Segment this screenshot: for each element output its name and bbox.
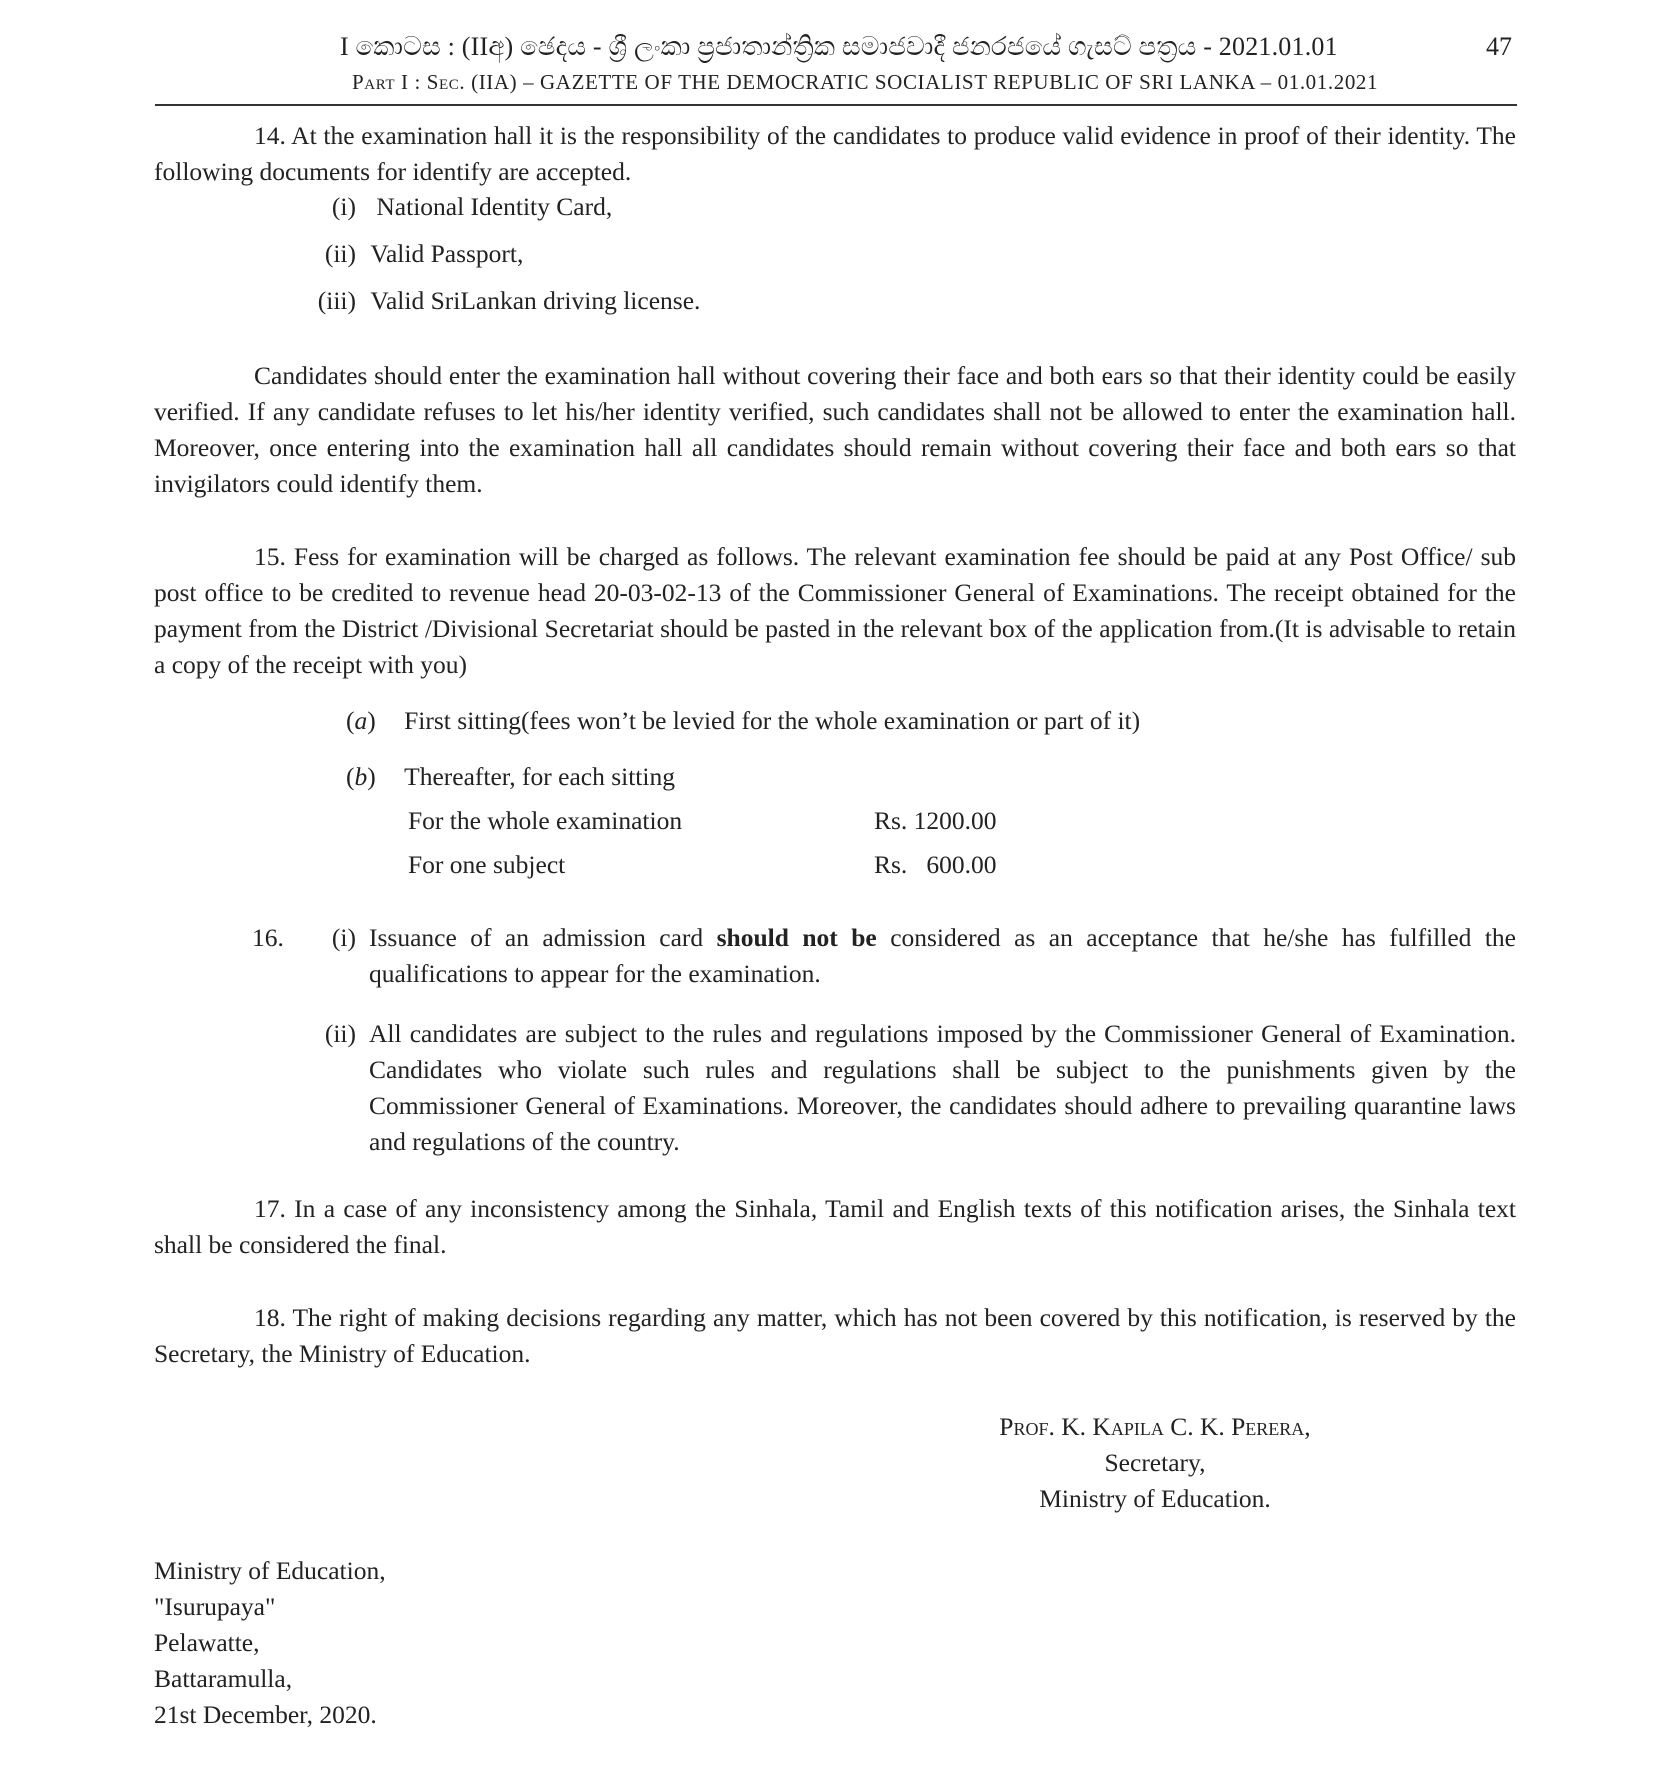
fee-label: For the whole examination <box>408 806 683 835</box>
item-text: National Identity Card, <box>376 192 613 221</box>
section-18-paragraph <box>154 1300 1516 1372</box>
section-18-text: 18. The right of making decisions regarding any matter, which has not been covered by this notification, is reserved by the Secretary, the Ministry of Education. <box>154 1303 1516 1368</box>
fee-row <box>408 803 997 839</box>
address-block <box>154 1553 386 1733</box>
address-line: Ministry of Education, <box>154 1556 386 1585</box>
section-15-item-b <box>346 759 675 795</box>
header-divider <box>155 104 1517 106</box>
signature-block <box>990 1409 1320 1517</box>
address-line: "Isurupaya" <box>154 1592 276 1621</box>
section-14-paragraph <box>154 118 1516 190</box>
fee-amount: Rs. 600.00 <box>874 850 997 879</box>
item-text: Thereafter, for each sitting <box>404 762 675 791</box>
section-14-item-ii <box>300 236 523 272</box>
section-16-number: 16. <box>252 923 284 952</box>
item-text: First sitting(fees won’t be levied for the whole examination or part of it) <box>404 706 1141 735</box>
header-english-line: Part I : Sec. (IIA) – GAZETTE OF THE DEMOCRATIC SOCIALIST REPUBLIC OF SRI LANKA – 01.01.2021 <box>352 70 1379 94</box>
section-14-item-iii <box>300 283 700 319</box>
section-14-note-text: Candidates should enter the examination hall without covering their face and both ears so that their identity could be easily verified. If any candidate refuses to let his/her identity verified, such candidates shall not be allowed to enter the examination hall. Moreover, once entering into the examination hall all candidates should remain without covering their face and both ears so that invigilators could identify them. <box>154 361 1516 498</box>
item-marker: (a) <box>346 706 376 735</box>
section-16-item-i-marker: (i) <box>331 923 356 952</box>
section-17-paragraph <box>154 1191 1516 1263</box>
address-date: 21st December, 2020. <box>154 1700 377 1729</box>
emphasis-text: should not be <box>716 923 877 952</box>
signatory-title: Secretary, <box>1104 1448 1206 1477</box>
section-16-item-ii-marker: (ii) <box>324 1019 356 1048</box>
section-15-text: 15. Fess for examination will be charged as follows. The relevant examination fee should be paid at any Post Office/ sub post office to be credited to revenue head 20-03-02-13 of the Commissioner General of Examinations. The receipt obtained for the payment from the District /Divisional Secretariat should be pasted in the relevant box of the application from.(It is advisable to retain a copy of the receipt with you) <box>154 542 1516 679</box>
item-marker: (iii) <box>317 286 356 315</box>
fee-row <box>408 847 997 883</box>
section-15-item-a <box>346 703 1140 739</box>
address-line: Pelawatte, <box>154 1628 260 1657</box>
item-text: Valid Passport, <box>370 239 524 268</box>
item-marker: (ii) <box>324 239 356 268</box>
section-14-note <box>154 358 1516 502</box>
signatory-name: Prof. K. Kapila C. K. Perera, <box>999 1412 1311 1441</box>
fee-amount: Rs. 1200.00 <box>874 806 997 835</box>
page-number: 47 <box>1486 32 1512 61</box>
header-sinhala-line: I කොටස : (IIඅ) ඡෙදය - ශ්‍රී ලංකා ප්‍රජාතාන්ත්‍රික සමාජවාදී ජනරජයේ ගැසට් පත්‍රය - 2021.01.01 <box>340 32 1338 61</box>
section-16-item-i: Issuance of an admission card should not be considered as an acceptance that he/she has fulfilled the qualifications to appear for the examination. <box>369 923 1516 988</box>
fee-label: For one subject <box>408 850 566 879</box>
section-16-item-ii: All candidates are subject to the rules and regulations imposed by the Commissioner General of Examination. Candidates who violate such rules and regulations shall be subject to the punishments given by the Commissioner General of Examinations. Moreover, the candidates should adhere to prevailing quarantine laws and regulations of the country. <box>369 1019 1516 1156</box>
signatory-ministry: Ministry of Education. <box>1039 1484 1271 1513</box>
address-line: Battaramulla, <box>154 1664 293 1693</box>
section-17-text: 17. In a case of any inconsistency among the Sinhala, Tamil and English texts of this notification arises, the Sinhala text shall be considered the final. <box>154 1194 1516 1259</box>
item-marker: (b) <box>346 762 376 791</box>
item-text: Valid SriLankan driving license. <box>370 286 701 315</box>
item-marker: (i) <box>331 192 356 221</box>
section-14-text: 14. At the examination hall it is the responsibility of the candidates to produce valid evidence in proof of their identity. The following documents for identify are accepted. <box>154 121 1516 186</box>
section-15-paragraph <box>154 539 1516 683</box>
section-14-item-i <box>300 189 612 225</box>
